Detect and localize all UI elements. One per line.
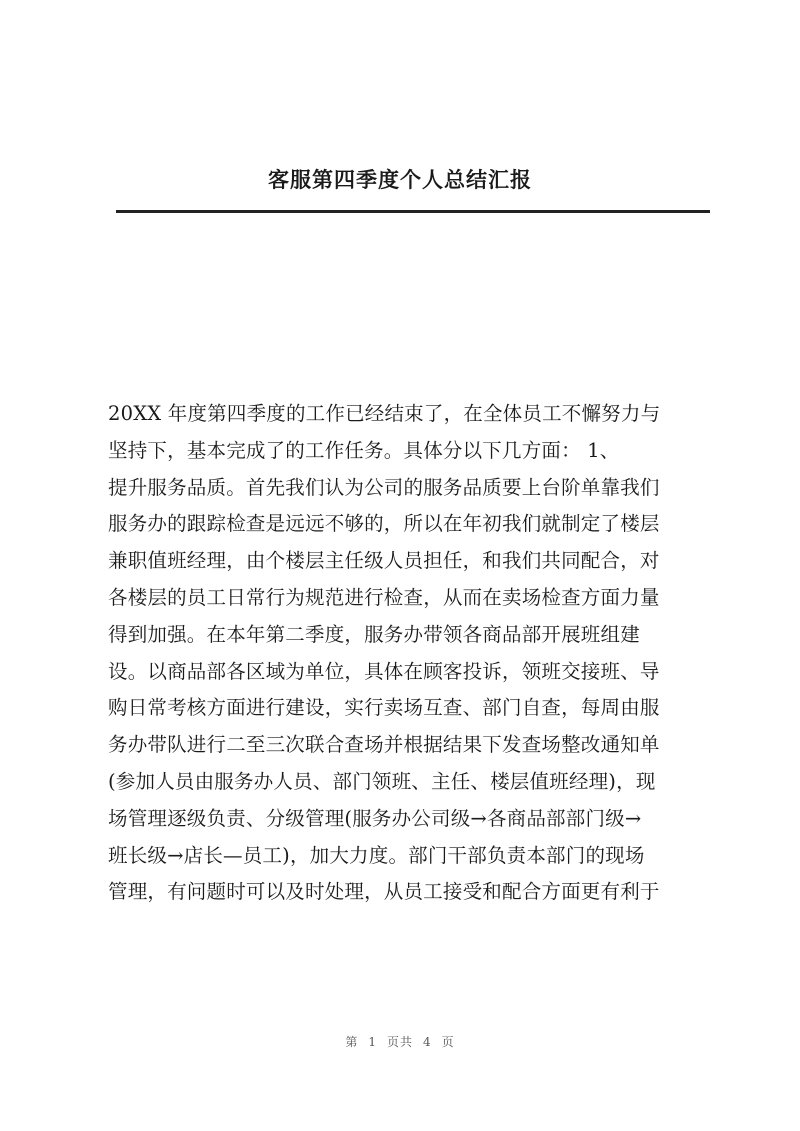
body-line: 各楼层的员工日常行为规范进行检查，从而在卖场检查方面力量 bbox=[108, 585, 660, 609]
footer-page-number: 1 bbox=[368, 1035, 377, 1049]
body-line: 兼职值班经理，由个楼层主任级人员担任，和我们共同配合，对 bbox=[108, 549, 660, 573]
body-line: 坚持下，基本完成了的工作任务。具体分以下几方面： 1、 bbox=[108, 438, 620, 462]
body-line: 20XX 年度第四季度的工作已经结束了，在全体员工不懈努力与 bbox=[108, 402, 661, 425]
page-title: 客服第四季度个人总结汇报 bbox=[268, 167, 532, 192]
title-underline bbox=[116, 210, 710, 213]
body-line: (参加人员由服务办人员、部门领班、主任、楼层值班经理)，现 bbox=[108, 769, 656, 793]
body-line: 购日常考核方面进行建设，实行卖场互查、部门自查，每周由服 bbox=[108, 696, 660, 720]
body-line: 管理，有问题时可以及时处理，从员工接受和配合方面更有利于 bbox=[108, 880, 660, 904]
body-line: 服务办的跟踪检查是远远不够的，所以在年初我们就制定了楼层 bbox=[108, 512, 660, 536]
body-line: 场管理逐级负责、分级管理(服务办公司级→各商品部部门级→ bbox=[108, 806, 642, 830]
footer-prefix: 第 bbox=[345, 1035, 359, 1049]
footer-total-pages: 4 bbox=[423, 1035, 432, 1049]
body-line: 班长级→店长—员工)，加大力度。部门干部负责本部门的现场 bbox=[108, 843, 645, 867]
body-line: 提升服务品质。首先我们认为公司的服务品质要上台阶单靠我们 bbox=[108, 475, 660, 499]
body-line: 设。以商品部各区域为单位，具体在顾客投诉，领班交接班、导 bbox=[108, 659, 660, 683]
page-footer bbox=[0, 1033, 800, 1050]
body-line: 得到加强。在本年第二季度，服务办带领各商品部开展班组建 bbox=[108, 622, 640, 646]
footer-middle: 页共 bbox=[386, 1035, 413, 1049]
footer-suffix: 页 bbox=[441, 1035, 455, 1049]
body-text bbox=[108, 396, 708, 911]
body-line: 务办带队进行二至三次联合查场并根据结果下发查场整改通知单 bbox=[108, 733, 660, 757]
